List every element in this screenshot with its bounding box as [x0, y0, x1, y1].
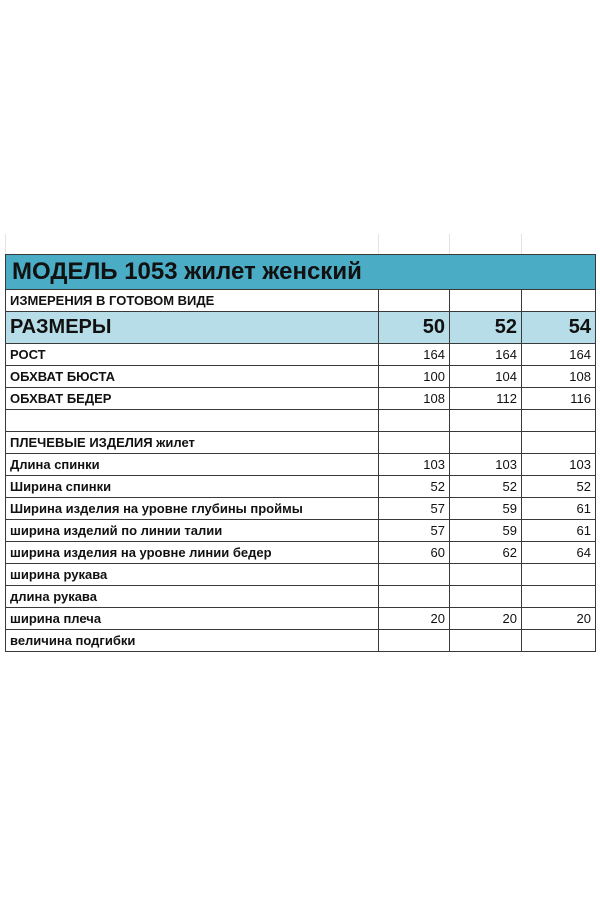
value-cell: 60 [379, 542, 450, 564]
row-label: длина рукава [6, 586, 379, 608]
value-cell [379, 564, 450, 586]
subtitle-empty-cell [522, 290, 596, 312]
value-cell: 108 [522, 366, 596, 388]
value-cell [522, 630, 596, 652]
gridline-stub [449, 234, 450, 254]
value-cell: 61 [522, 520, 596, 542]
value-cell: 59 [450, 498, 522, 520]
value-cell: 59 [450, 520, 522, 542]
value-cell: 164 [522, 344, 596, 366]
size-header: 54 [522, 312, 596, 344]
row-label: ОБХВАТ БЕДЕР [6, 388, 379, 410]
value-cell [379, 432, 450, 454]
value-cell: 103 [522, 454, 596, 476]
subtitle-empty-cell [379, 290, 450, 312]
value-cell [379, 586, 450, 608]
value-cell: 103 [379, 454, 450, 476]
value-cell [522, 564, 596, 586]
value-cell: 20 [522, 608, 596, 630]
value-cell [522, 586, 596, 608]
row-label: ширина рукава [6, 564, 379, 586]
value-cell: 52 [379, 476, 450, 498]
value-cell: 108 [379, 388, 450, 410]
value-cell: 20 [450, 608, 522, 630]
value-cell: 52 [450, 476, 522, 498]
value-cell [450, 410, 522, 432]
value-cell [379, 630, 450, 652]
subtitle-empty-cell [450, 290, 522, 312]
gridline-stub [5, 234, 6, 254]
value-cell [522, 410, 596, 432]
row-label: величина подгибки [6, 630, 379, 652]
value-cell: 20 [379, 608, 450, 630]
row-label: РОСТ [6, 344, 379, 366]
value-cell [379, 410, 450, 432]
value-cell [450, 432, 522, 454]
value-cell: 52 [522, 476, 596, 498]
value-cell: 103 [450, 454, 522, 476]
row-label: ширина плеча [6, 608, 379, 630]
row-label: Длина спинки [6, 454, 379, 476]
table-title: МОДЕЛЬ 1053 жилет женский [6, 254, 596, 290]
row-label: ширина изделий по линии талии [6, 520, 379, 542]
size-header: 52 [450, 312, 522, 344]
row-label: Ширина спинки [6, 476, 379, 498]
value-cell: 64 [522, 542, 596, 564]
spreadsheet [5, 234, 597, 662]
row-label: Ширина изделия на уровне глубины проймы [6, 498, 379, 520]
value-cell: 62 [450, 542, 522, 564]
row-label: ПЛЕЧЕВЫЕ ИЗДЕЛИЯ жилет [6, 432, 379, 454]
gridline-stub [521, 234, 522, 254]
value-cell: 164 [379, 344, 450, 366]
size-header: 50 [379, 312, 450, 344]
value-cell: 112 [450, 388, 522, 410]
value-cell [450, 586, 522, 608]
value-cell: 164 [450, 344, 522, 366]
value-cell [522, 432, 596, 454]
sizes-label: РАЗМЕРЫ [6, 312, 379, 344]
gridline-stub [378, 234, 379, 254]
value-cell [450, 630, 522, 652]
value-cell: 61 [522, 498, 596, 520]
value-cell: 104 [450, 366, 522, 388]
value-cell [450, 564, 522, 586]
row-label [6, 410, 379, 432]
value-cell: 116 [522, 388, 596, 410]
value-cell: 57 [379, 498, 450, 520]
subtitle-cell: ИЗМЕРЕНИЯ В ГОТОВОМ ВИДЕ [6, 290, 379, 312]
value-cell: 57 [379, 520, 450, 542]
measurement-table [5, 254, 596, 652]
row-label: ОБХВАТ БЮСТА [6, 366, 379, 388]
row-label: ширина изделия на уровне линии бедер [6, 542, 379, 564]
value-cell: 100 [379, 366, 450, 388]
